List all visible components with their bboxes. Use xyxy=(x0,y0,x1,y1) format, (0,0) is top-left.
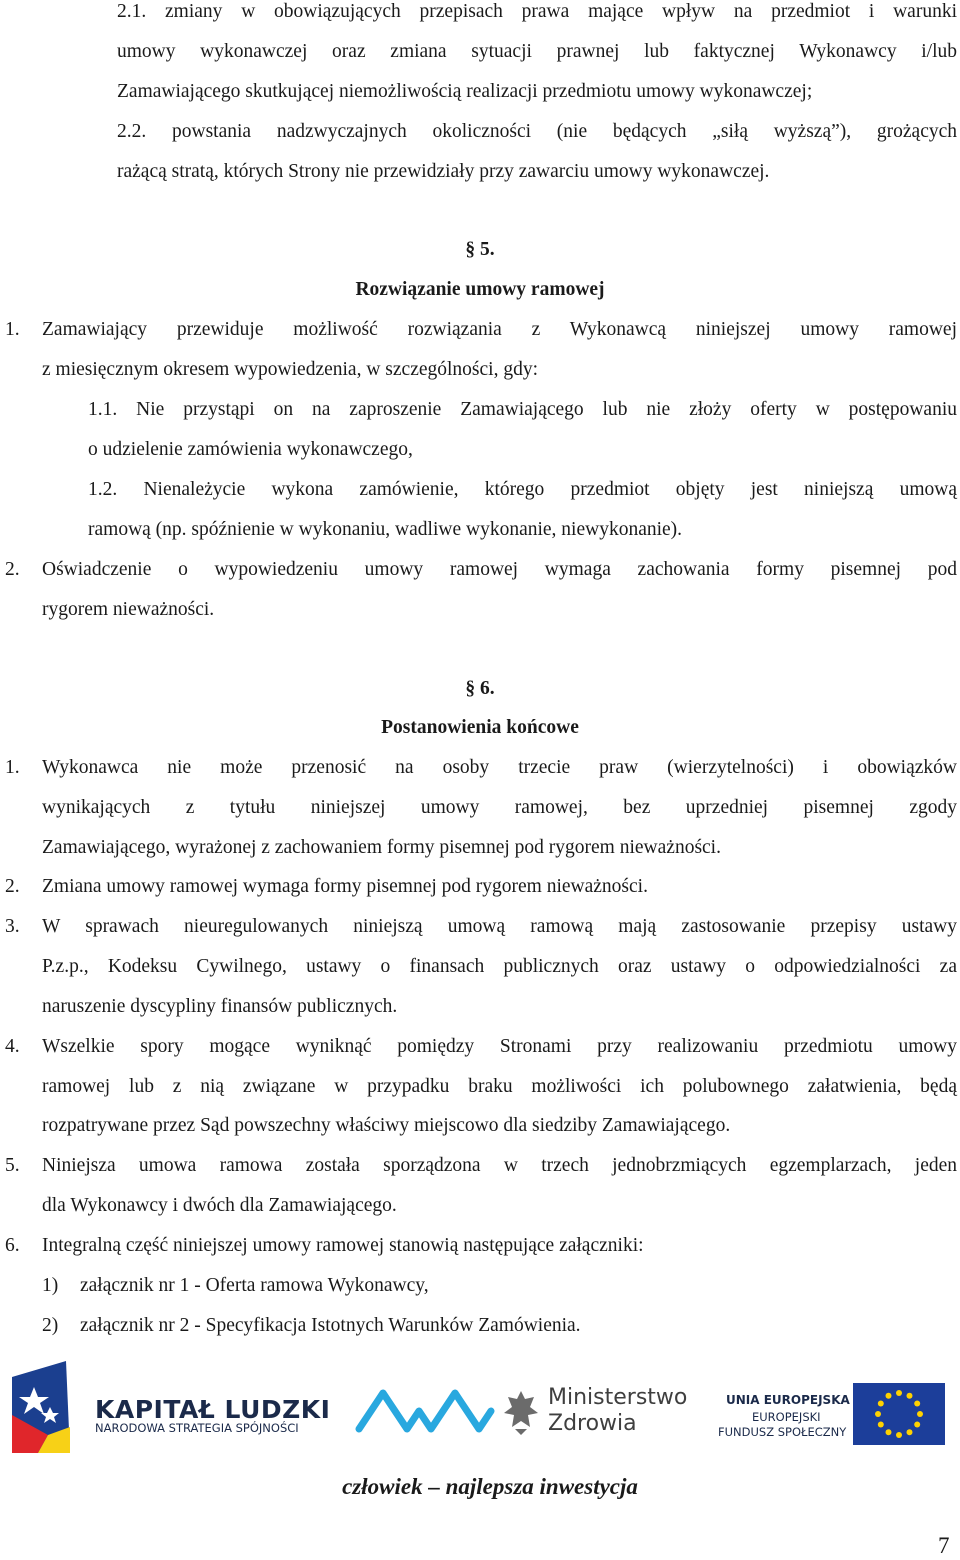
paragraph-line: 1. Wykonawca nie może przenosić na osoby trzecie praw (wierzytelności) i obowiązków xyxy=(5,757,957,778)
section-title: Rozwiązanie umowy ramowej xyxy=(355,279,605,300)
paragraph-line: wynikających z tytułu niniejszej umowy ramowej, bez uprzedniej pisemnej zgody xyxy=(42,797,957,818)
ministry-name: Ministerstwo xyxy=(548,1385,688,1410)
paragraph-line: rażącą stratą, których Strony nie przewidziały przy zawarciu umowy wykonawczej. xyxy=(117,161,770,182)
paragraph-line: 2. Zmiana umowy ramowej wymaga formy pisemnej pod rygorem nieważności. xyxy=(5,876,648,897)
paragraph-line: 1. Zamawiający przewiduje możliwość rozwiązania z Wykonawcą niniejszej umowy ramowej xyxy=(5,319,957,340)
footer-motto: człowiek – najlepsza inwestycja xyxy=(342,1474,638,1499)
eu-fund-label-2: FUNDUSZ SPOŁECZNY xyxy=(718,1425,847,1439)
paragraph-line: dla Wykonawcy i dwóch dla Zamawiającego. xyxy=(42,1195,397,1216)
paragraph-line: 1.2. Nienależycie wykona zamówienie, którego przedmiot objęty jest niniejszą umową xyxy=(88,479,957,500)
paragraph-line: rozpatrywane przez Sąd powszechny właściwy miejscowo dla siedziby Zamawiającego. xyxy=(42,1115,731,1136)
eu-fund-label: EUROPEJSKI xyxy=(752,1410,821,1424)
paragraph-line: Zamawiającego, wyrażonej z zachowaniem formy pisemnej pod rygorem nieważności. xyxy=(42,837,721,858)
page-number: 7 xyxy=(938,1533,950,1558)
funding-logos xyxy=(0,1355,960,1455)
eu-label: UNIA EUROPEJSKA xyxy=(726,1393,850,1407)
paragraph-line: umowy wykonawczej oraz zmiana sytuacji prawnej lub faktycznej Wykonawcy i/lub xyxy=(117,41,957,62)
section-number: § 6. xyxy=(465,678,495,699)
ministry-wave-logo-icon xyxy=(355,1383,495,1439)
section-number: § 5. xyxy=(465,239,495,260)
ministry-name-2: Zdrowia xyxy=(548,1411,637,1436)
paragraph-line: 3. W sprawach nieuregulowanych niniejszą umową ramową mają zastosowanie przepisy ustawy xyxy=(5,916,957,937)
attachment-item: 2) załącznik nr 2 - Specyfikacja Istotnych Warunków Zamówienia. xyxy=(42,1315,581,1336)
paragraph-line: P.z.p., Kodeksu Cywilnego, ustawy o finansach publicznych oraz ustawy o odpowiedzialności za xyxy=(42,956,957,977)
paragraph-line: Zamawiającego skutkującej niemożliwością realizacji przedmiotu umowy wykonawczej; xyxy=(117,81,813,102)
kapital-ludzki-title: KAPITAŁ LUDZKI xyxy=(95,1395,331,1424)
paragraph-line: z miesięcznym okresem wypowiedzenia, w szczególności, gdy: xyxy=(42,359,539,380)
eagle-emblem-icon xyxy=(500,1387,542,1437)
paragraph-line: naruszenie dyscypliny finansów publicznych. xyxy=(42,996,398,1017)
paragraph-line: 1.1. Nie przystąpi on na zaproszenie Zamawiającego lub nie złoży oferty w postępowaniu xyxy=(88,399,957,420)
paragraph-line: 4. Wszelkie spory mogące wyniknąć pomiędzy Stronami przy realizowaniu przedmiotu umowy xyxy=(5,1036,957,1057)
paragraph-line: 2.1. zmiany w obowiązujących przepisach prawa mające wpływ na przedmiot i warunki xyxy=(117,1,957,22)
paragraph-line: o udzielenie zamówienia wykonawczego, xyxy=(88,439,413,460)
paragraph-line: 2.2. powstania nadzwyczajnych okoliczności (nie będących „siłą wyższą”), grożących xyxy=(117,121,957,142)
kapital-ludzki-subtitle: NARODOWA STRATEGIA SPÓJNOŚCI xyxy=(95,1421,299,1435)
paragraph-line: 2. Oświadczenie o wypowiedzeniu umowy ramowej wymaga zachowania formy pisemnej pod xyxy=(5,559,957,580)
paragraph-line: ramowej lub z nią związane w przypadku braku możliwości ich polubownego załatwienia, będą xyxy=(42,1076,957,1097)
eu-flag-icon xyxy=(853,1383,945,1445)
paragraph-line: 5. Niniejsza umowa ramowa została sporządzona w trzech jednobrzmiących egzemplarzach, jeden xyxy=(5,1155,957,1176)
paragraph-line: 6. Integralną część niniejszej umowy ramowej stanowią następujące załączniki: xyxy=(5,1235,644,1256)
kapital-ludzki-logo-icon xyxy=(8,1357,88,1457)
section-title: Postanowienia końcowe xyxy=(381,717,579,738)
paragraph-line: rygorem nieważności. xyxy=(42,599,215,620)
paragraph-line: ramową (np. spóźnienie w wykonaniu, wadliwe wykonanie, niewykonanie). xyxy=(88,519,683,540)
attachment-item: 1) załącznik nr 1 - Oferta ramowa Wykonawcy, xyxy=(42,1275,429,1296)
